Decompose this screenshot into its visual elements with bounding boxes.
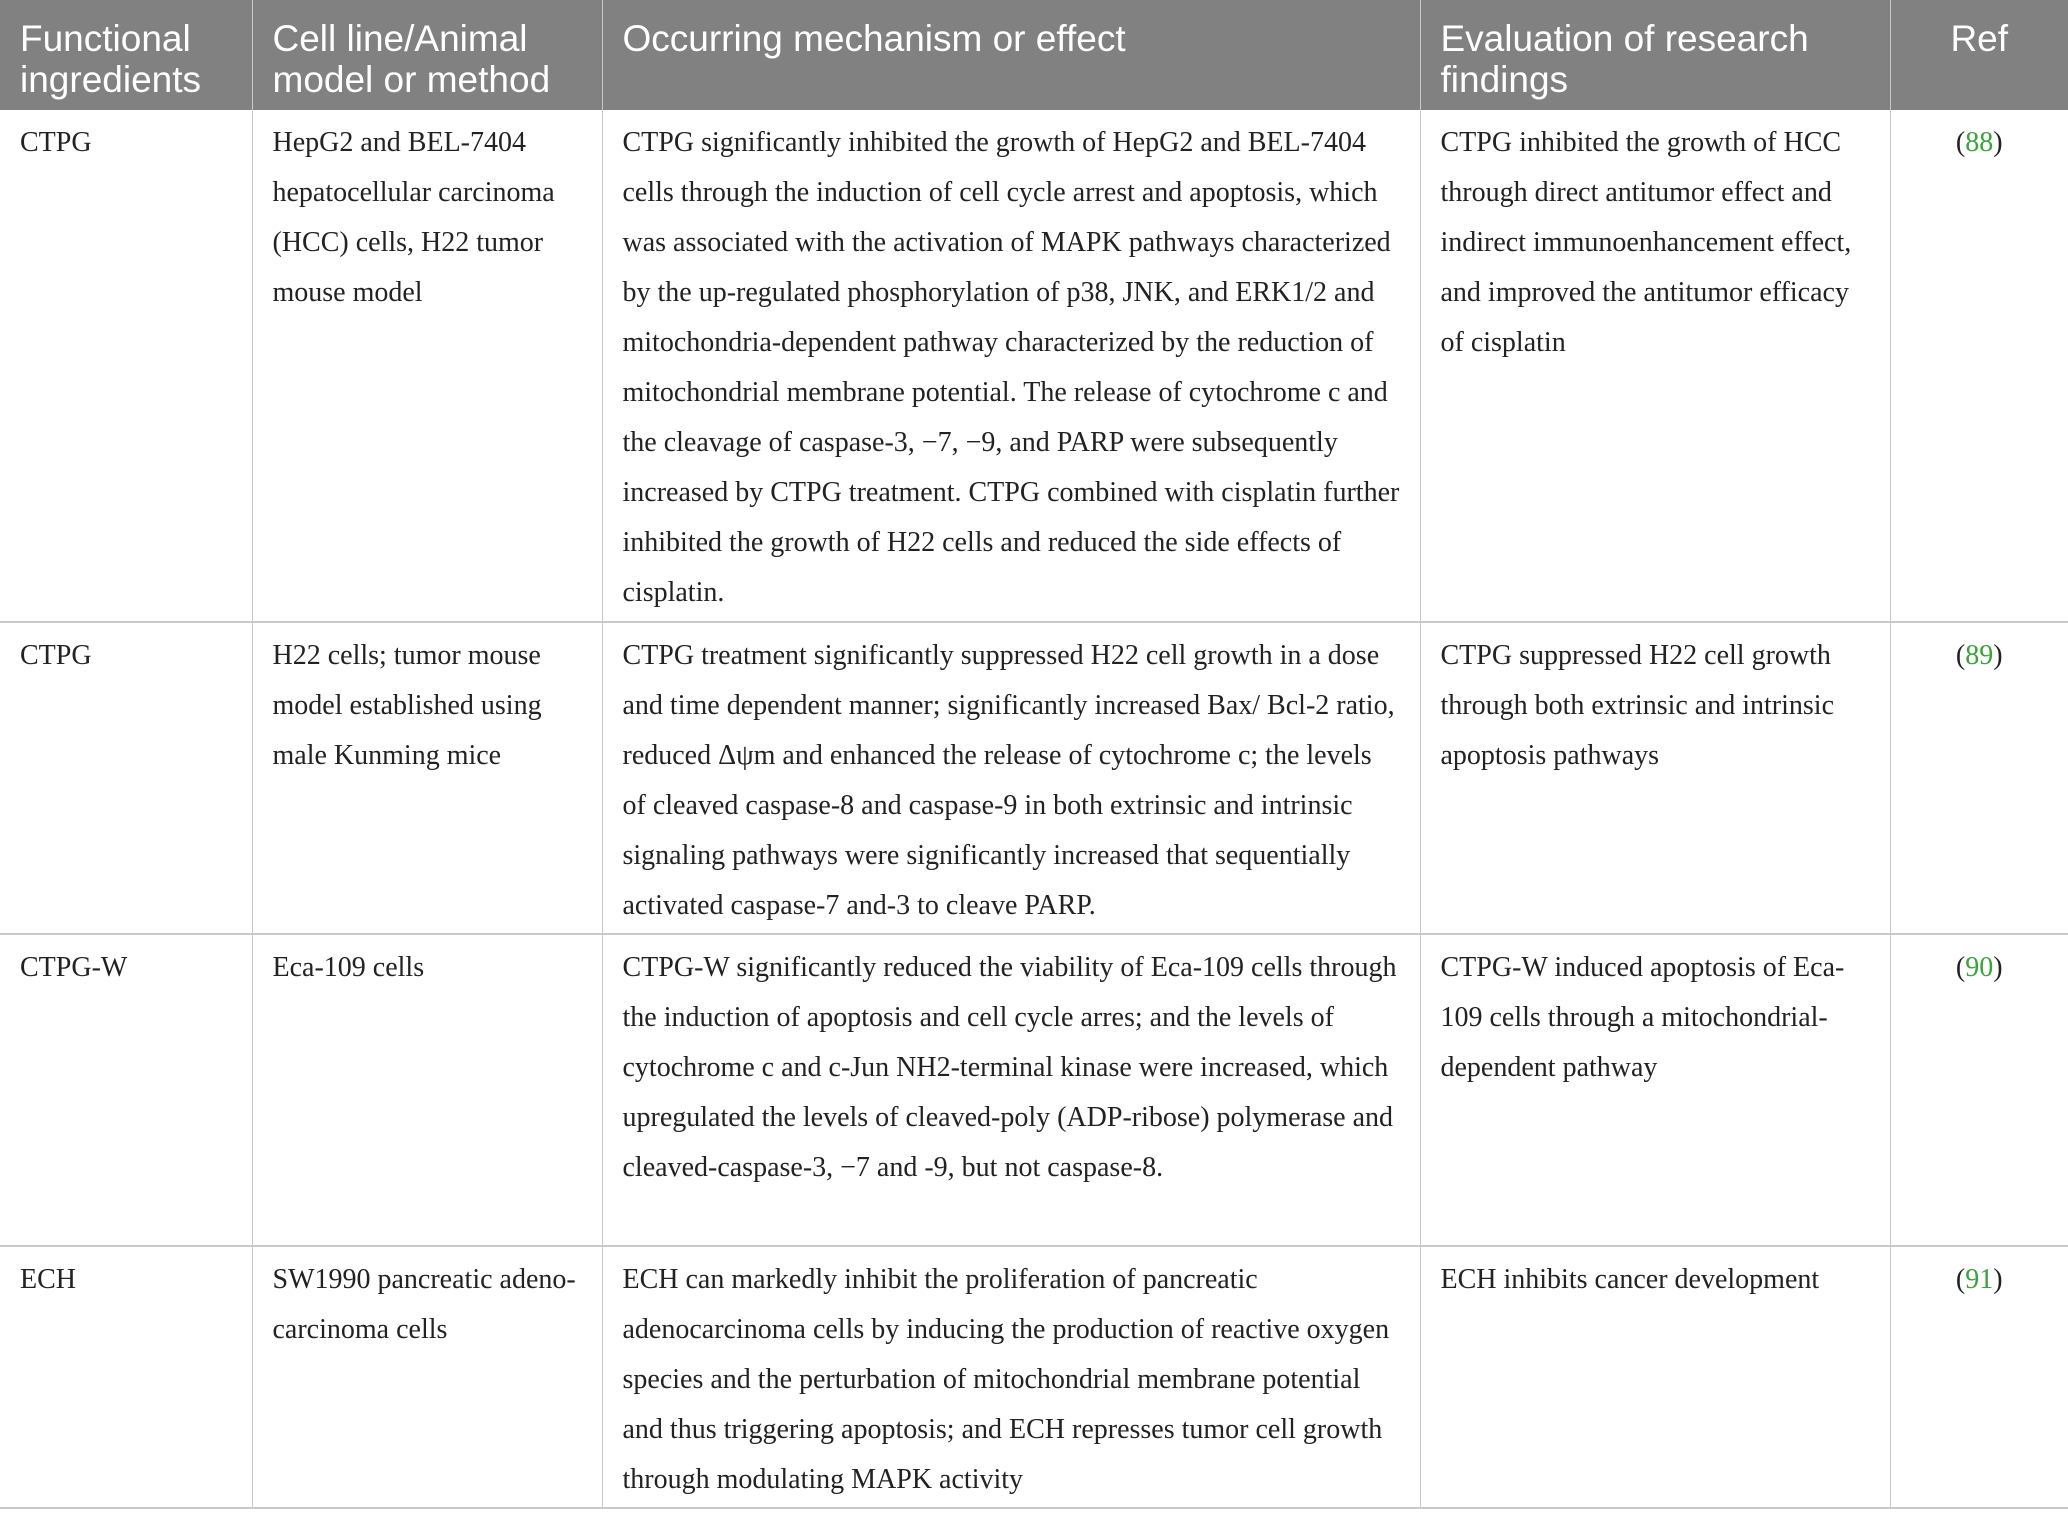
header-cell-line-model — [252, 0, 602, 110]
ref-paren-close: ) — [1993, 640, 2003, 671]
ref-cell — [1890, 1246, 2068, 1508]
table-row — [0, 622, 2068, 934]
ref-paren-close: ) — [1993, 1264, 2003, 1295]
evaluation-cell: CTPG suppressed H22 cell growth through both extrinsic and intrinsic apoptosis pathways — [1420, 622, 1890, 934]
header-line: Functional — [20, 18, 191, 59]
ingredient-cell: CTPG — [0, 622, 252, 934]
ingredient-cell: CTPG-W — [0, 934, 252, 1246]
ref-paren-open: ( — [1955, 1264, 1966, 1295]
header-line: Ref — [1950, 18, 2009, 59]
ingredient-cell: CTPG — [0, 110, 252, 622]
header-line: model or method — [272, 59, 551, 100]
table-row — [0, 1246, 2068, 1508]
header-ref — [1890, 0, 2068, 110]
mechanism-cell: ECH can markedly inhibit the proliferation of pancreatic adenocarcinoma cells by inducing the production of reactive oxygen species and the perturbation of mitochondrial membrane potential and thus triggering apoptosis; and ECH represses tumor cell growth through modulating MAPK activity — [602, 1246, 1420, 1508]
ref-paren-close: ) — [1993, 127, 2003, 158]
model-cell: Eca-109 cells — [252, 934, 602, 1246]
ref-link[interactable]: 90 — [1965, 952, 1994, 983]
ref-paren-open: ( — [1955, 127, 1966, 158]
ref-link[interactable]: 91 — [1965, 1264, 1994, 1295]
header-line: Occurring mechanism or effect — [622, 18, 1126, 59]
evaluation-cell: ECH inhibits cancer development — [1420, 1246, 1890, 1508]
header-mechanism — [602, 0, 1420, 110]
table-row — [0, 934, 2068, 1246]
mechanism-cell: CTPG significantly inhibited the growth of HepG2 and BEL-7404 cells through the induction of cell cycle arrest and apoptosis, which was associated with the activation of MAPK pathways characterized by the up-regulated phosphorylation of p38, JNK, and ERK1/2 and mitochondria-dependent pathway characterized by the reduction of mitochondrial membrane potential. The release of cytochrome c and the cleavage of caspase-3, −7, −9, and PARP were subsequently increased by CTPG treatment. CTPG combined with cisplatin further inhibited the growth of H22 cells and reduced the side effects of cisplatin. — [602, 110, 1420, 622]
evaluation-cell: CTPG-W induced apoptosis of Eca-109 cells through a mitochondrial-dependent pathway — [1420, 934, 1890, 1246]
model-cell: HepG2 and BEL-7404 hepatocellular carcinoma (HCC) cells, H22 tumor mouse model — [252, 110, 602, 622]
ref-link[interactable]: 88 — [1965, 127, 1994, 158]
model-cell: H22 cells; tumor mouse model established using male Kunming mice — [252, 622, 602, 934]
ref-paren-open: ( — [1955, 952, 1966, 983]
ref-cell — [1890, 110, 2068, 622]
header-line: findings — [1440, 59, 1569, 100]
ref-cell — [1890, 934, 2068, 1246]
header-line: ingredients — [20, 59, 202, 100]
ref-paren-close: ) — [1993, 952, 2003, 983]
header-evaluation — [1420, 0, 1890, 110]
mechanism-cell: CTPG treatment significantly suppressed H22 cell growth in a dose and time dependent manner; significantly increased Bax/ Bcl-2 ratio, reduced Δψm and enhanced the release of cytochrome c; the levels of cleaved caspase-8 and caspase-9 in both extrinsic and intrinsic signaling pathways were significantly increased that sequentially activated caspase-7 and-3 to cleave PARP. — [602, 622, 1420, 934]
ref-cell — [1890, 622, 2068, 934]
header-functional-ingredients — [0, 0, 252, 110]
mechanism-cell: CTPG-W significantly reduced the viability of Eca-109 cells through the induction of apoptosis and cell cycle arres; and the levels of cytochrome c and c-Jun NH2-terminal kinase were increased, which upregulated the levels of cleaved-poly (ADP-ribose) polymerase and cleaved-caspase-3, −7 and -9, but not caspase-8. — [602, 934, 1420, 1246]
table-row — [0, 110, 2068, 622]
ingredient-cell: ECH — [0, 1246, 252, 1508]
header-line: Cell line/Animal — [272, 18, 528, 59]
header-line: Evaluation of research — [1440, 18, 1809, 59]
table-header — [0, 0, 2068, 110]
model-cell: SW1990 pancreatic adeno- carcinoma cells — [252, 1246, 602, 1508]
table-body — [0, 110, 2068, 1508]
ref-paren-open: ( — [1955, 640, 1966, 671]
header-row — [0, 0, 2068, 110]
evaluation-cell: CTPG inhibited the growth of HCC through direct antitumor effect and indirect immunoenhancement effect, and improved the antitumor efficacy of cisplatin — [1420, 110, 1890, 622]
ref-link[interactable]: 89 — [1965, 640, 1994, 671]
